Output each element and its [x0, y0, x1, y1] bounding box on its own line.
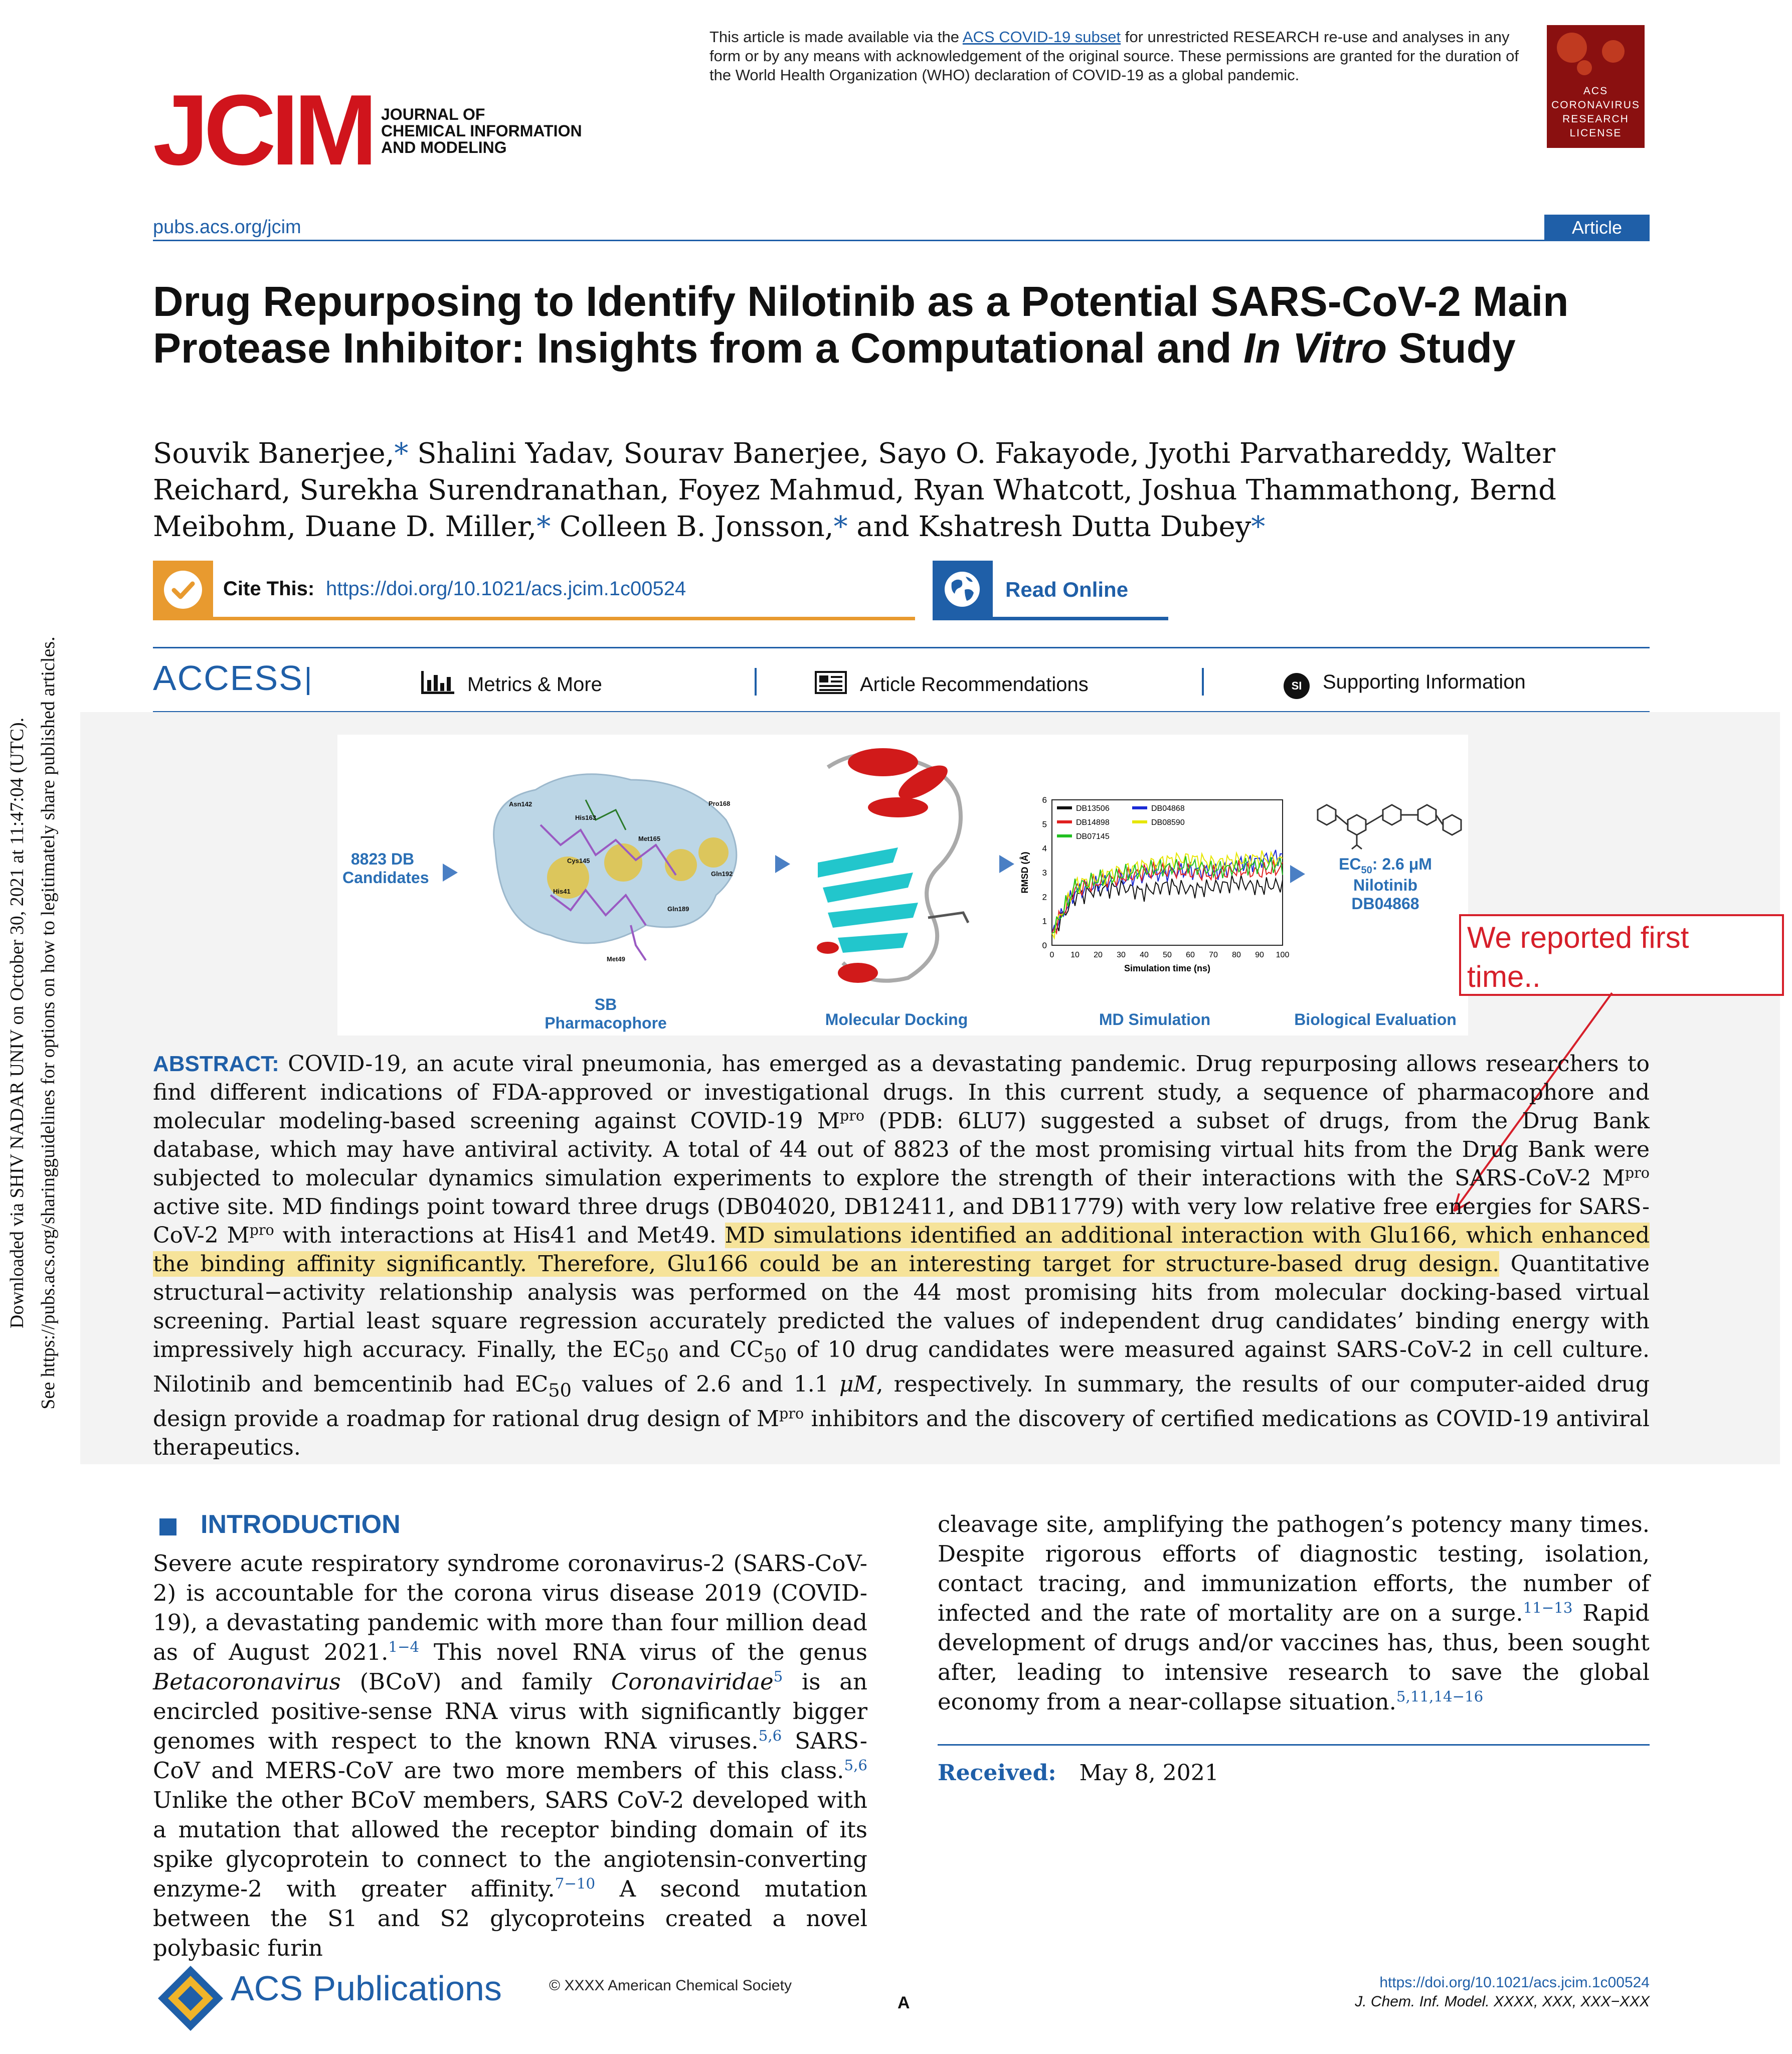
access-bar-top-rule: [153, 647, 1650, 648]
download-watermark: [0, 592, 65, 1454]
rmsd-line-chart: [1017, 790, 1298, 990]
metrics-more-label: Metrics & More: [467, 673, 602, 696]
annotation-callout: [1459, 914, 1784, 996]
x-tick-label: 20: [1094, 951, 1103, 959]
annotation-text-line-2: time..: [1467, 960, 1541, 993]
x-tick-label: 70: [1209, 951, 1218, 959]
cite-icon-box: [153, 561, 213, 618]
acs-covid-subset-link[interactable]: ACS COVID-19 subset: [962, 28, 1121, 46]
caption-md-simulation: MD Simulation: [1099, 1010, 1211, 1029]
page-number: A: [898, 1993, 910, 2012]
supporting-information-link[interactable]: [1284, 671, 1526, 699]
cite-label: Cite This:: [223, 578, 315, 600]
footer-doi-link[interactable]: https://doi.org/10.1021/acs.jcim.1c00524: [1379, 1974, 1650, 1991]
y-tick-label: 3: [1042, 868, 1047, 878]
bar-chart-icon: [421, 671, 454, 699]
newspaper-icon: [815, 671, 847, 699]
y-tick-label: 1: [1042, 916, 1047, 926]
received-label: Received:: [938, 1760, 1056, 1786]
x-tick-label: 100: [1276, 951, 1290, 959]
caption-molecular-docking: Molecular Docking: [825, 1010, 968, 1029]
x-tick-label: 40: [1140, 951, 1149, 959]
x-tick-label: 80: [1232, 951, 1241, 959]
metrics-more-link[interactable]: [421, 671, 602, 699]
x-tick-label: 90: [1255, 951, 1264, 959]
read-online-button[interactable]: [933, 561, 1168, 618]
corresponding-author-star[interactable]: *: [1251, 510, 1266, 543]
abstract-text: ABSTRACT: COVID-19, an acute viral pneumonia, has emerged as a devastating pandemic. Drug repurposing allows researchers to find different indications of FDA-approved or investigational drugs. In this current study, a sequence of pharmacophore and molecular modeling-based screening against COVID-19 $M^{pro}$ (PDB: 6LU7) suggested a subset of drugs, from the Drug Bank database, which may have antiviral activity. A total of 44 out of 8823 of the most promising virtual hits from the Drug Bank were subjected to molecular dynamics simulation experiments to explore the strength of their interactions with the SARS-CoV-2 $M^{pro}$ active site. MD findings point toward three drugs (DB04020, DB12411, and DB11779) with very low relative free energies for SARS-CoV-2 $M^{pro}$ with interactions at His41 and Met49. MD simulations identified an additional interaction with Glu166, which enhanced the binding affinity significantly. Therefore, Glu166 could be an interesting target for structure-based drug design. Quantitative structural−activity relationship analysis was performed on the 44 most promising hits from molecular docking-based virtual screening. Partial least square regression accurately predicted the values of independent drug candidates’ binding energy with impressively high accuracy. Finally, the $EC_{50}$ and $CC_{50}$ of 10 drug candidates were measured against SARS-CoV-2 in cell culture. Nilotinib and bemcentinib had $EC_{50}$ values of 2.6 and 1.1 μM, respectively. In summary, the results of our computer-aided drug design provide a roadmap for rational drug design of $M^{pro}$ inhibitors and the discovery of certified medications as COVID-19 antiviral therapeutics.: [153, 1051, 1650, 1460]
article-recommendations-link[interactable]: [815, 671, 1089, 699]
introduction-heading: INTRODUCTION: [201, 1510, 401, 1539]
legend-label: DB13506: [1076, 804, 1110, 813]
y-tick-label: 2: [1042, 892, 1047, 902]
reference-link[interactable]: 5,6: [758, 1727, 782, 1744]
copyright-notice: © XXXX American Chemical Society: [549, 1977, 792, 1994]
article-title: Drug Repurposing to Identify Nilotinib as a Potential SARS-CoV-2 Main Protease Inhibitor: Insights from a Computational and In Vitro Study: [153, 278, 1569, 372]
journal-url-link[interactable]: pubs.acs.org/jcim: [153, 217, 301, 238]
reference-link[interactable]: 1−4: [388, 1638, 420, 1655]
journal-name: JOURNAL OF CHEMICAL INFORMATION AND MODELING: [381, 105, 582, 156]
acs-hexagon-logo-icon: [153, 1961, 228, 2036]
coronavirus-license-badge[interactable]: ACS CORONAVIRUS RESEARCH LICENSE: [1547, 25, 1645, 148]
read-online-label: Read Online: [1005, 578, 1129, 601]
x-axis-label: Simulation time (ns): [1124, 963, 1211, 973]
reference-link[interactable]: 7−10: [555, 1875, 596, 1892]
checkmark-icon: [164, 571, 202, 609]
x-tick-label: 30: [1117, 951, 1126, 959]
access-label: ACCESS: [153, 658, 303, 698]
caption-sb-pharmacophore: SB Pharmacophore: [545, 995, 667, 1032]
protein-structure-image: [798, 737, 998, 993]
y-tick-label: 0: [1042, 941, 1047, 950]
jcim-logo: JCIM: [153, 74, 373, 186]
y-tick-label: 4: [1042, 843, 1047, 853]
author-list: Souvik Banerjee,* Shalini Yadav, Sourav Banerjee, Sayo O. Fakayode, Jyothi Parvathareddy, Walter Reichard, Surekha Surendranathan, Foyez Mahmud, Ryan Whatcott, Joshua Thammathong, Bernd Meibohm, Duane D. Miller,* Colleen B. Jonsson,* and Kshatresh Dutta Dubey*: [153, 437, 1556, 543]
y-tick-label: 5: [1042, 819, 1047, 829]
article-recommendations-label: Article Recommendations: [860, 673, 1089, 696]
cite-doi-link[interactable]: https://doi.org/10.1021/acs.jcim.1c00524: [326, 578, 686, 600]
received-value: May 8, 2021: [1079, 1760, 1219, 1786]
reference-link[interactable]: 5,11,14−16: [1396, 1688, 1484, 1705]
nilotinib-structure-image: [1308, 795, 1468, 850]
x-tick-label: 0: [1049, 951, 1054, 959]
introduction-column-1: Severe acute respiratory syndrome coronavirus-2 (SARS-CoV-2) is accountable for the corona virus disease 2019 (COVID-19), a devastating pandemic with more than four million dead as of August 2021.$^{1-4}$ This novel RNA virus of the genus Betacoronavirus (BCoV) and family Coronaviridae$^5$ is an encircled positive-sense RNA virus with significantly bigger genomes with respect to the known RNA viruses.$^{5,6}$ SARS-CoV and MERS-CoV are two more members of this class.$^{5,6}$ Unlike the other BCoV members, SARS CoV-2 developed with a mutation that allowed the receptor binding domain of its spike glycoprotein to connect to the angiotensin-converting enzyme-2 with greater affinity.$^{7-10}$ A second mutation between the S1 and S2 glycoproteins created a novel polybasic furin: [153, 1550, 867, 1961]
flow-arrow: [1290, 865, 1305, 883]
y-tick-label: 6: [1042, 795, 1047, 805]
globe-icon: [945, 572, 980, 607]
annotation-text-line-1: We reported first: [1467, 921, 1689, 954]
section-marker-icon: [159, 1518, 176, 1535]
supporting-information-label: Supporting Information: [1323, 671, 1526, 693]
corresponding-author-star[interactable]: *: [394, 437, 409, 470]
header-rule: [153, 240, 1650, 241]
flow-arrow: [999, 855, 1014, 873]
cite-this-box[interactable]: [153, 561, 915, 618]
ec50-result: $EC_{50}$: 2.6 μM Nilotinib DB04868: [1339, 855, 1432, 913]
abstract-heading: ABSTRACT:: [153, 1052, 279, 1076]
highlighted-passage: MD simulations identified an additional interaction with Glu166, which enhanced the binding affinity significantly. Therefore, Glu166 could be an interesting target for structure-based drug design.: [153, 1223, 1650, 1277]
corresponding-author-star[interactable]: *: [833, 510, 848, 543]
flow-arrow: [443, 864, 458, 882]
x-tick-label: 60: [1186, 951, 1195, 959]
graphical-abstract: 8823 DB Candidates Asn142 His163 Pro168 Met165 Cys145 His41 Gln192 Gln189 Met49 SB Pharmacophore Molecular Docking 6 5 4 3 2 1 0 0 10 20 30 40 50 60 70 80 90 100 Simulation time (ns) RMSD (Å) DB13506 DB04868 DB14898 DB08590 DB07145 MD Simulation $EC_{50}$: 2.6 μM Nilotinib DB04868 Biological Evaluation: [337, 735, 1468, 1036]
corresponding-author-star[interactable]: *: [536, 510, 551, 543]
pharmacophore-surface-image: [465, 745, 756, 975]
reference-link[interactable]: 5: [773, 1668, 783, 1685]
article-type-tag: Article: [1544, 215, 1650, 241]
watermark-line-2: See https://pubs.acs.org/sharingguidelines for options on how to legitimately share published articles.: [38, 636, 59, 1410]
reference-link[interactable]: 5,6: [844, 1757, 867, 1774]
candidates-label: 8823 DB Candidates: [342, 850, 429, 887]
received-date: [938, 1760, 1219, 1786]
introduction-column-2: cleavage site, amplifying the pathogen’s potency many times. Despite rigorous efforts of diagnostic testing, isolation, contact tracing, and immunization efforts, the number of infected and the rate of mortality are on a surge.$^{11-13}$ Rapid development of drugs and/or vaccines has, thus, been sought after, leading to intensive research to save the global economy from a near-collapse situation.$^{5,11,14-16}$: [938, 1511, 1650, 1715]
covid-notice: This article is made available via the ACS COVID-19 subset for unrestricted RESEARCH re-use and analyses in any form or by any means with acknowledgement of the original source. These permissions are granted for the duration of the World Health Organization (WHO) declaration of COVID-19 as a global pandemic.: [709, 28, 1519, 84]
acs-publications-wordmark: ACS Publications: [231, 1969, 502, 2008]
legend-label: DB07145: [1076, 832, 1110, 841]
y-axis-label: RMSD (Å): [1020, 851, 1030, 894]
legend-label: DB08590: [1151, 818, 1185, 827]
x-tick-label: 50: [1163, 951, 1172, 959]
received-rule: [938, 1744, 1650, 1746]
caption-biological-evaluation: Biological Evaluation: [1294, 1010, 1457, 1029]
legend-label: DB04868: [1151, 804, 1185, 813]
reference-link[interactable]: 11−13: [1523, 1599, 1573, 1616]
legend-label: DB14898: [1076, 818, 1110, 827]
x-tick-label: 10: [1070, 951, 1080, 959]
flow-arrow: [775, 855, 790, 873]
si-badge-icon: SI: [1284, 673, 1310, 699]
watermark-line-1: Downloaded via SHIV NADAR UNIV on October 30, 2021 at 11:47:04 (UTC).: [7, 717, 28, 1329]
footer-citation: J. Chem. Inf. Model. XXXX, XXX, XXX−XXX: [1355, 1993, 1650, 2010]
